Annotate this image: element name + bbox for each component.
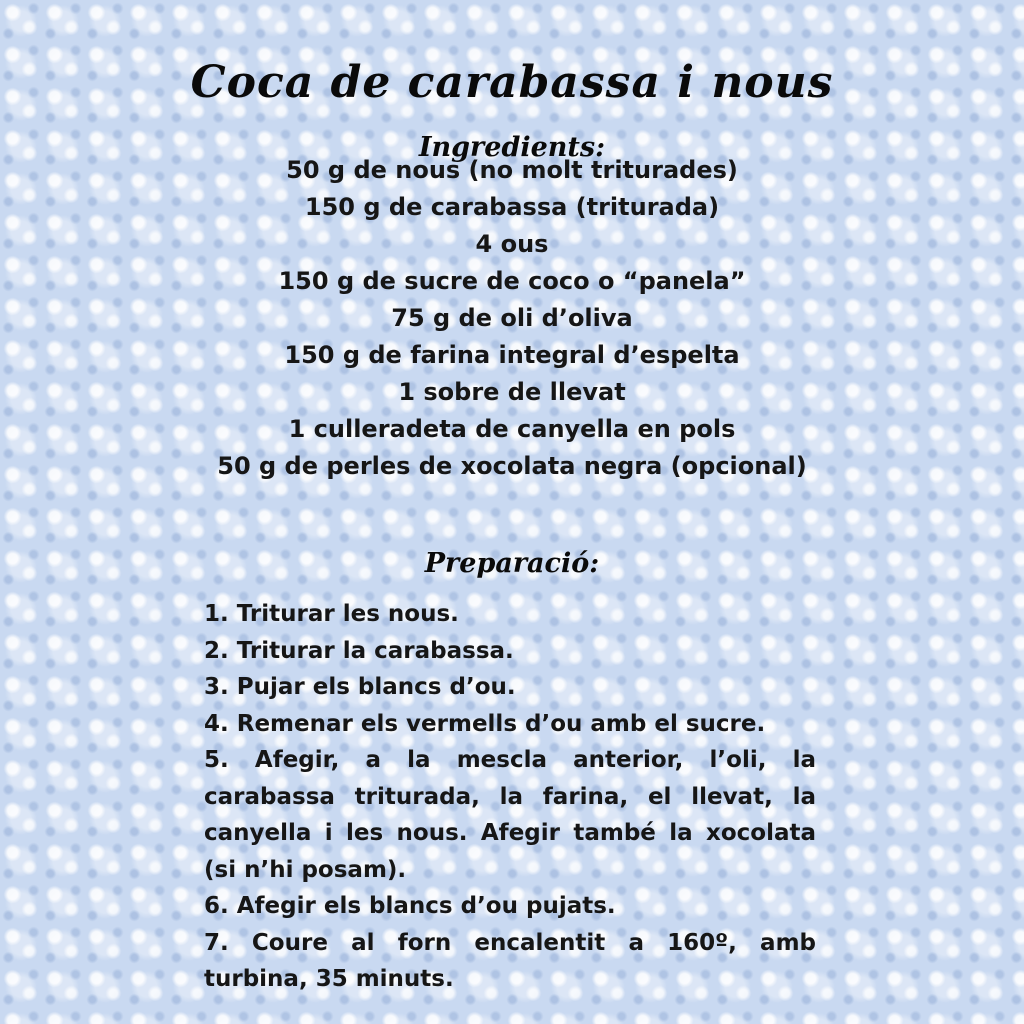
preparation-step: 2. Triturar la carabassa. [204, 637, 514, 664]
preparation-step: 4. Remenar els vermells d’ou amb el sucre. [204, 710, 766, 737]
preparation-step: 7. Coure al forn encalentit a 160º, amb turbina, 35 minuts. [204, 929, 816, 992]
ingredients-heading: Ingredients: [418, 132, 606, 164]
ingredient-item: 75 g de oli d’oliva [391, 304, 633, 332]
preparation-steps [204, 596, 816, 998]
preparation-heading: Preparació: [424, 548, 600, 580]
ingredient-item: 1 sobre de llevat [398, 378, 626, 406]
ingredient-item: 150 g de sucre de coco o “panela” [278, 267, 746, 295]
ingredient-item: 50 g de nous (no molt triturades) [286, 156, 738, 184]
ingredients-list [0, 152, 1024, 485]
preparation-step: 1. Triturar les nous. [204, 601, 459, 627]
preparation-step: 3. Pujar els blancs d’ou. [204, 674, 516, 700]
preparation-step: 6. Afegir els blancs d’ou pujats. [204, 893, 616, 919]
page-title: Coca de carabassa i nous [190, 57, 834, 109]
ingredient-item: 150 g de carabassa (triturada) [304, 193, 720, 221]
ingredient-item: 1 culleradeta de canyella en pols [288, 415, 736, 443]
ingredient-item: 150 g de farina integral d’espelta [284, 341, 740, 369]
preparation-step: 5. Afegir, a la mescla anterior, l’oli, la carabassa triturada, la farina, el llevat, la canyella i les nous. Afegir també la xocolata (si n’hi posam). [204, 747, 816, 883]
ingredient-item: 4 ous [475, 230, 549, 258]
ingredient-item: 50 g de perles de xocolata negra (opcional) [217, 452, 807, 480]
